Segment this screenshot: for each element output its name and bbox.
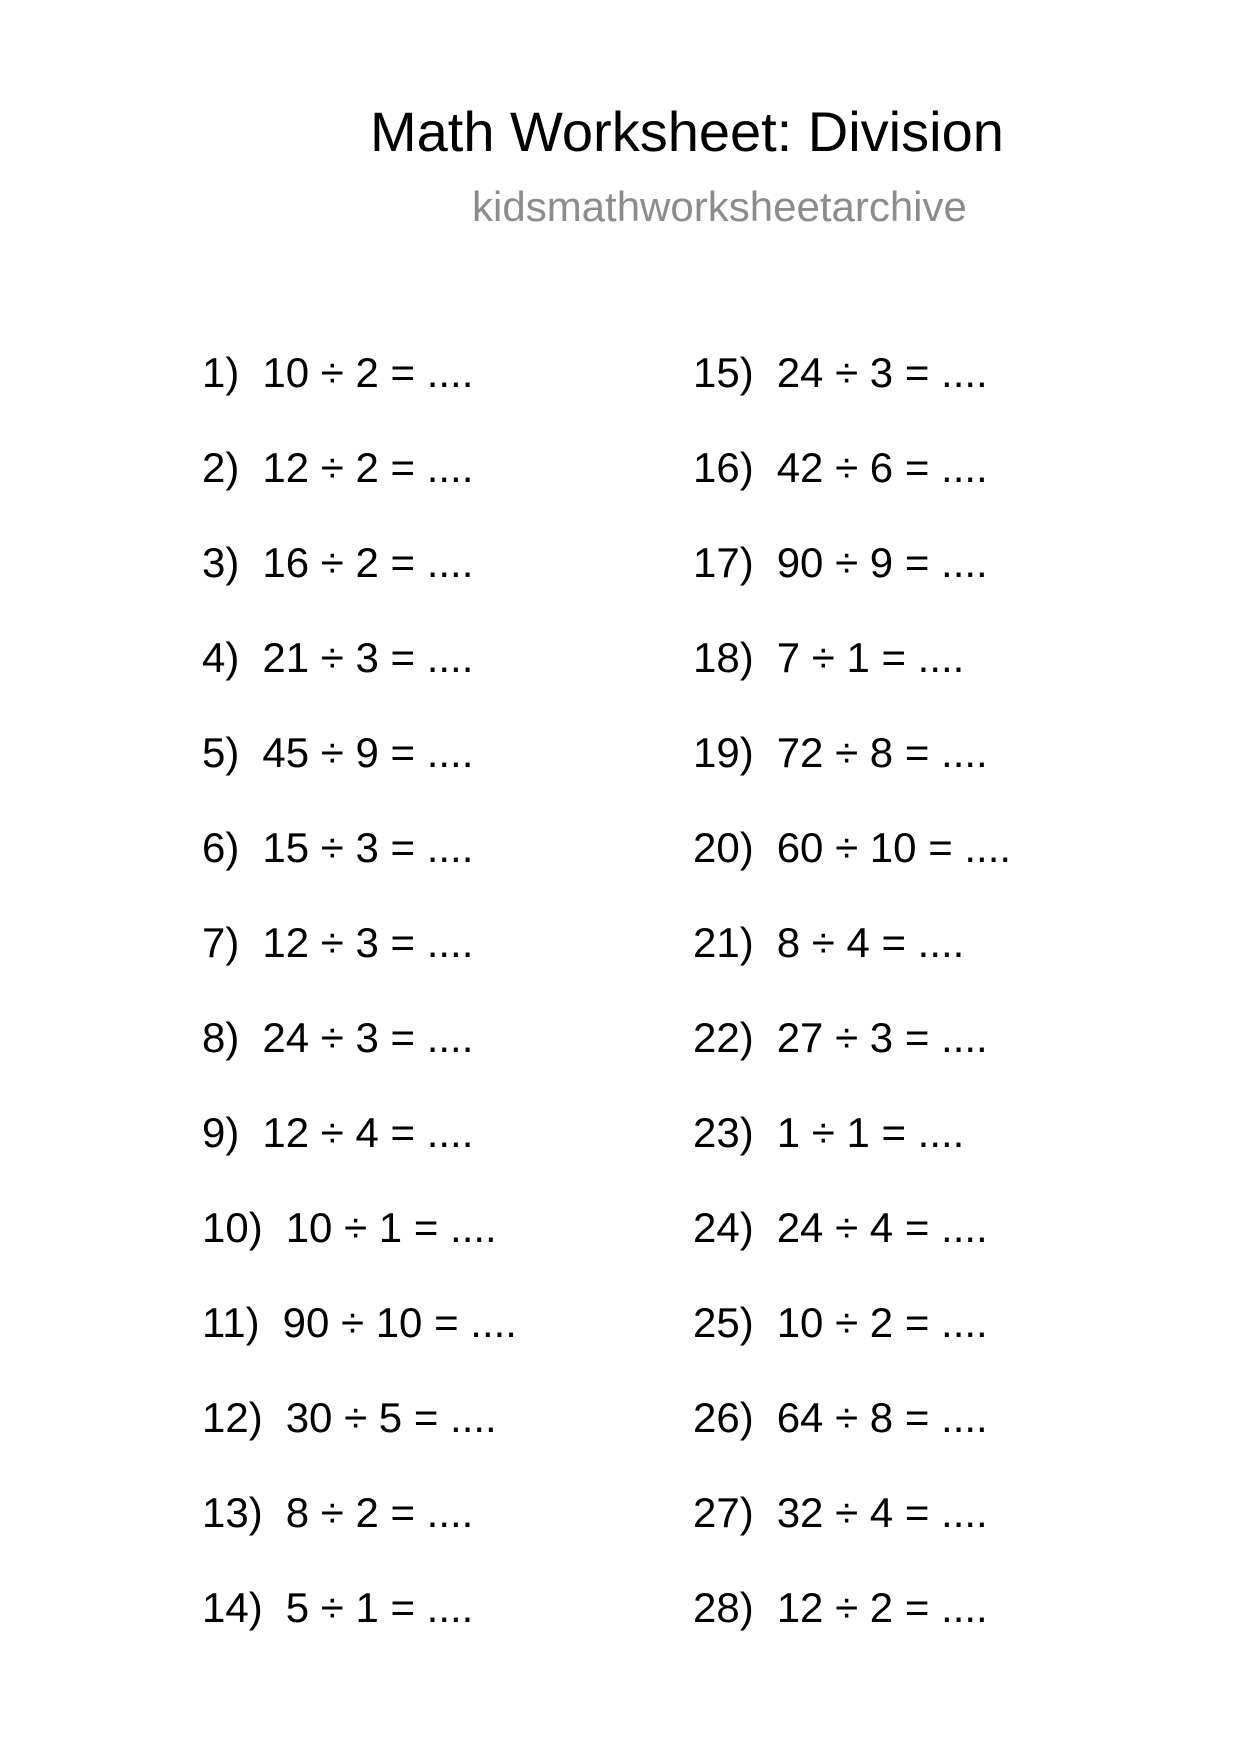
problem-number: 11) (202, 1299, 260, 1346)
problem-row (202, 1394, 517, 1492)
problem-expression: 72 ÷ 8 = .... (776, 729, 988, 776)
problem-expression: 90 ÷ 9 = .... (776, 539, 988, 586)
problem-row (202, 1299, 517, 1397)
problem-number: 5) (202, 729, 240, 776)
problem-row (693, 1584, 1011, 1682)
problem-row (202, 1584, 517, 1682)
problem-expression: 10 ÷ 2 = .... (776, 1299, 988, 1346)
problem-expression: 5 ÷ 1 = .... (285, 1584, 474, 1631)
problem-row (693, 349, 1011, 447)
problem-row (202, 919, 517, 1017)
problem-expression: 10 ÷ 2 = .... (262, 349, 474, 396)
problem-row (693, 1489, 1011, 1587)
problem-number: 26) (693, 1394, 754, 1441)
problem-expression: 12 ÷ 4 = .... (262, 1109, 474, 1156)
problem-number: 19) (693, 729, 754, 776)
problem-number: 4) (202, 634, 240, 681)
problem-row (202, 349, 517, 447)
problem-number: 1) (202, 349, 240, 396)
problem-number: 15) (693, 349, 754, 396)
problem-row (202, 1204, 517, 1302)
problem-row (693, 1394, 1011, 1492)
problem-expression: 90 ÷ 10 = .... (282, 1299, 517, 1346)
problem-number: 7) (202, 919, 240, 966)
problem-expression: 8 ÷ 4 = .... (776, 919, 965, 966)
problem-number: 6) (202, 824, 240, 871)
problem-expression: 7 ÷ 1 = .... (776, 634, 965, 681)
problem-number: 24) (693, 1204, 754, 1251)
problem-expression: 60 ÷ 10 = .... (776, 824, 1012, 871)
problem-row (693, 634, 1011, 732)
problem-number: 22) (693, 1014, 754, 1061)
problem-number: 9) (202, 1109, 240, 1156)
problem-expression: 32 ÷ 4 = .... (776, 1489, 988, 1536)
problem-expression: 24 ÷ 3 = .... (776, 349, 988, 396)
problem-expression: 10 ÷ 1 = .... (285, 1204, 497, 1251)
problem-expression: 21 ÷ 3 = .... (262, 634, 474, 681)
problem-expression: 27 ÷ 3 = .... (776, 1014, 988, 1061)
problem-number: 14) (202, 1584, 263, 1631)
problem-row (693, 919, 1011, 1017)
problem-number: 21) (693, 919, 754, 966)
problem-expression: 8 ÷ 2 = .... (285, 1489, 474, 1536)
problem-row (202, 634, 517, 732)
problem-expression: 12 ÷ 3 = .... (262, 919, 474, 966)
problem-expression: 30 ÷ 5 = .... (285, 1394, 497, 1441)
problem-expression: 64 ÷ 8 = .... (776, 1394, 988, 1441)
problem-expression: 24 ÷ 3 = .... (262, 1014, 474, 1061)
problems-column-right (693, 349, 1012, 1682)
problem-number: 8) (202, 1014, 240, 1061)
problem-row (693, 539, 1011, 637)
problem-number: 17) (693, 539, 754, 586)
problem-number: 13) (202, 1489, 263, 1536)
problem-number: 20) (693, 824, 754, 871)
problem-row (693, 1204, 1011, 1302)
problem-number: 12) (202, 1394, 263, 1441)
problem-row (693, 444, 1011, 542)
problem-number: 18) (693, 634, 754, 681)
page-title: Math Worksheet: Division (370, 100, 1004, 163)
problem-row (202, 1489, 517, 1587)
problem-row (202, 1109, 517, 1207)
problem-row (202, 444, 517, 542)
problem-row (693, 824, 1012, 922)
problem-row (693, 729, 1011, 827)
problem-number: 28) (693, 1584, 754, 1631)
problem-row (202, 824, 517, 922)
site-watermark: kidsmathworksheetarchive (472, 183, 967, 230)
problem-number: 16) (693, 444, 754, 491)
problem-number: 10) (202, 1204, 263, 1251)
problem-expression: 12 ÷ 2 = .... (262, 444, 474, 491)
problem-number: 3) (202, 539, 240, 586)
problem-expression: 16 ÷ 2 = .... (262, 539, 474, 586)
problem-expression: 12 ÷ 2 = .... (776, 1584, 988, 1631)
problem-expression: 45 ÷ 9 = .... (262, 729, 474, 776)
problem-number: 27) (693, 1489, 754, 1536)
problem-expression: 24 ÷ 4 = .... (776, 1204, 988, 1251)
problem-row (693, 1299, 1011, 1397)
problem-row (202, 729, 517, 827)
problems-column-left (202, 349, 517, 1682)
problem-row (202, 1014, 517, 1112)
problem-expression: 15 ÷ 3 = .... (262, 824, 474, 871)
problem-number: 2) (202, 444, 240, 491)
problem-expression: 1 ÷ 1 = .... (776, 1109, 965, 1156)
problem-row (202, 539, 517, 637)
problem-row (693, 1109, 1011, 1207)
problem-number: 23) (693, 1109, 754, 1156)
problem-number: 25) (693, 1299, 754, 1346)
problem-row (693, 1014, 1011, 1112)
problem-expression: 42 ÷ 6 = .... (776, 444, 988, 491)
